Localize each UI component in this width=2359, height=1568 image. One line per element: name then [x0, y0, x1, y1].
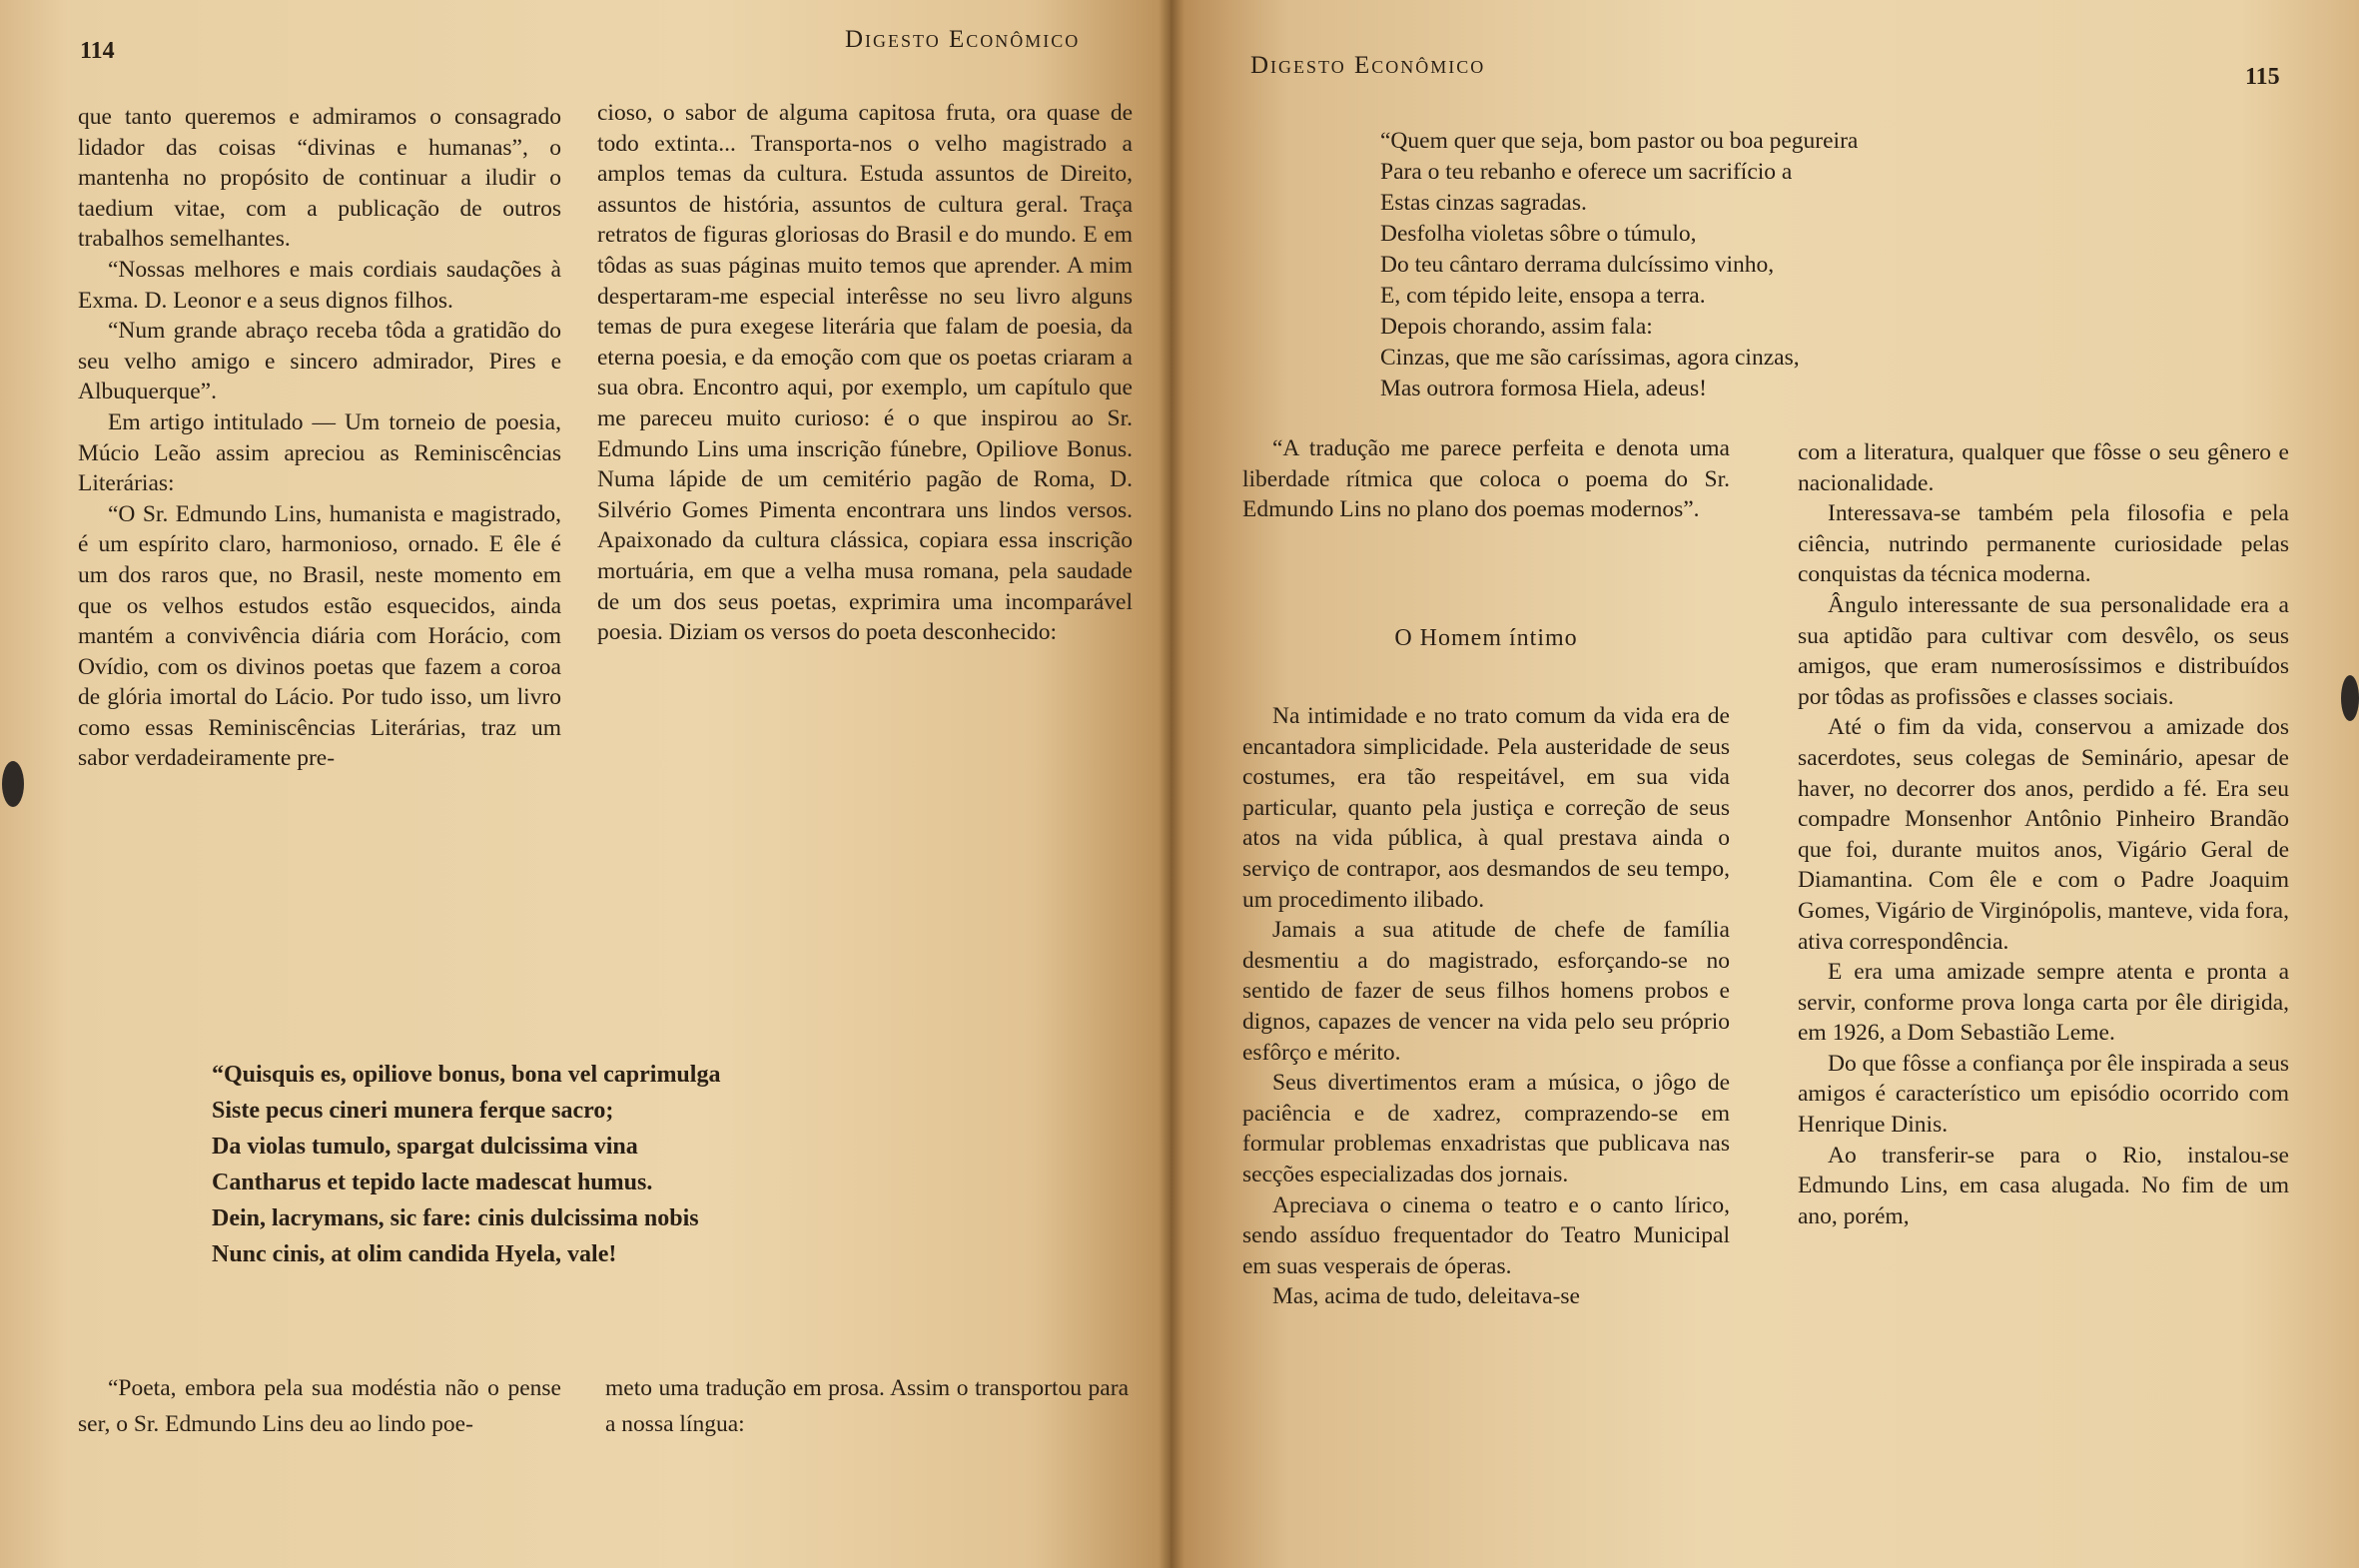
translation-poem	[1380, 126, 2139, 404]
paragraph: Do que fôsse a confiança por êle inspirada a seus amigos é característico um episódio ocorrido com Henrique Dinis.	[1798, 1050, 2289, 1139]
poem-line: Do teu cântaro derrama dulcíssimo vinho,	[1380, 252, 1775, 278]
paragraph: “Num grande abraço receba tôda a gratidão do seu velho amigo e sincero admirador, Pires e Albuquerque”.	[78, 318, 561, 405]
left-bottom-column-1	[78, 1370, 561, 1442]
right-running-head: Digesto Econômico	[1250, 52, 1486, 79]
paragraph: Mas, acima de tudo, deleitava-se	[1272, 1283, 1580, 1310]
paragraph: com a literatura, qualquer que fôsse o seu gênero e nacionalidade.	[1798, 439, 2289, 496]
paragraph: “Nossas melhores e mais cordiais saudações à Exma. D. Leonor e a seus dignos filhos.	[78, 256, 561, 314]
poem-line: “Quisquis es, opiliove bonus, bona vel caprimulga	[212, 1062, 721, 1088]
paragraph: Ângulo interessante de sua personalidade era a sua aptidão para cultivar com desvêlo, os seus amigos, que eram numerosíssimos e distribuídos por tôdas as profissões e classes sociais.	[1798, 591, 2289, 710]
poem-line: Cinzas, que me são caríssimas, agora cinzas,	[1380, 345, 1800, 371]
paragraph: Seus divertimentos eram a música, o jôgo de paciência e de xadrez, comprazendo-se em formular problemas enxadristas que publicava nas secções especializadas dos jornais.	[1242, 1070, 1730, 1187]
poem-line: “Quem quer que seja, bom pastor ou boa pegureira	[1380, 128, 1859, 154]
right-column-2	[1798, 437, 2289, 1231]
paragraph: que tanto queremos e admiramos o consagrado lidador das coisas “divinas e humanas”, o mantenha no propósito de continuar a iludir o taedium vitae, com a publicação de outros trabalhos semelhantes.	[78, 104, 561, 253]
left-running-head: Digesto Econômico	[845, 26, 1081, 53]
right-page-number: 115	[2245, 64, 2280, 90]
paragraph: E era uma amizade sempre atenta e pronta a servir, conforme prova longa carta por êle dirigida, em 1926, a Dom Sebastião Leme.	[1798, 959, 2289, 1047]
poem-line: Siste pecus cineri munera ferque sacro;	[212, 1098, 614, 1124]
book-gutter	[1159, 0, 1184, 1568]
paragraph: Apreciava o cinema o teatro e o canto lírico, sendo assíduo frequentador do Teatro Municipal em suas vesperais de óperas.	[1242, 1191, 1730, 1279]
right-column-1	[1242, 701, 1730, 1312]
poem-line: Da violas tumulo, spargat dulcissima vina	[212, 1134, 638, 1160]
poem-line: Nunc cinis, at olim candida Hyela, vale!	[212, 1241, 617, 1267]
left-column-2	[597, 98, 1133, 648]
poem-line: Mas outrora formosa Hiela, adeus!	[1380, 376, 1707, 401]
left-page-number: 114	[80, 38, 115, 64]
paragraph: Até o fim da vida, conservou a amizade dos sacerdotes, seus colegas de Seminário, apesar de haver, no decorrer dos anos, perdido a fé. Era seu compadre Monsenhor Antônio Pinheiro Brandão que foi, durante muitos anos, Vigário Geral de Diamantina. Com êle e com o Padre Joaquim Gomes, Vigário de Virginópolis, manteve, vida fora, ativa correspondência.	[1798, 714, 2289, 955]
poem-line: Cantharus et tepido lacte madescat humus.	[212, 1170, 653, 1195]
paragraph: “Poeta, embora pela sua modéstia não o pense ser, o Sr. Edmundo Lins deu ao lindo poe-	[78, 1375, 561, 1437]
poem-line: E, com tépido leite, ensopa a terra.	[1380, 283, 1706, 309]
right-column-1-top	[1242, 433, 1730, 525]
paragraph: cioso, o sabor de alguma capitosa fruta, ora quase de todo extinta... Transporta-nos o velho magistrado a amplos temas da cultura. Estuda assuntos de Direito, assuntos de história, assuntos de cultura geral. Traça retratos de figuras gloriosas do Brasil e do mundo. E em tôdas as suas páginas muito temos que aprender. A mim despertaram-me especial interêsse no seu livro alguns temas de pura exegese literária que falam de poesia, da eterna poesia, e da emoção com que os poetas criaram a sua obra. Encontro aqui, por exemplo, um capítulo que me pareceu muito curioso: é o que inspirou ao Sr. Edmundo Lins uma inscrição fúnebre, Opiliove Bonus. Numa lápide de um cemitério pagão de Roma, D. Silvério Gomes Pimenta encontrara uns lindos versos. Apaixonado da cultura clássica, copiara essa inscrição mortuária, em que a velha musa romana, pela saudade de um dos seus poetas, exprimira uma incomparável poesia. Diziam os versos do poeta desconhecido:	[597, 100, 1133, 646]
left-page	[0, 0, 1171, 1568]
paragraph: Na intimidade e no trato comum da vida era de encantadora simplicidade. Pela austeridade de seus costumes, era tão respeitável, em sua vida particular, quanto pela justiça e correção de seus atos na vida pública, à qual prestava ainda o serviço de contrapor, aos desmandos de seu tempo, um procedimento ilibado.	[1242, 703, 1730, 913]
binding-hole	[2341, 675, 2359, 721]
poem-line: Dein, lacrymans, sic fare: cinis dulcissima nobis	[212, 1205, 699, 1231]
paragraph: meto uma tradução em prosa. Assim o transportou para a nossa língua:	[605, 1375, 1129, 1437]
latin-inscription	[212, 1057, 1011, 1272]
paragraph: Em artigo intitulado — Um torneio de poesia, Múcio Leão assim apreciou as Reminiscências Literárias:	[78, 408, 561, 497]
left-column-1	[78, 102, 561, 774]
paragraph: Ao transferir-se para o Rio, instalou-se Edmundo Lins, em casa alugada. No fim de um ano, porém,	[1798, 1142, 2289, 1229]
poem-line: Depois chorando, assim fala:	[1380, 314, 1653, 340]
paragraph: Interessava-se também pela filosofia e pela ciência, nutrindo permanente curiosidade pelas conquistas da técnica moderna.	[1798, 500, 2289, 588]
paragraph: “O Sr. Edmundo Lins, humanista e magistrado, é um espírito claro, harmonioso, ornado. E êle é um dos raros que, no Brasil, neste momento em que os velhos estudos estão esquecidos, ainda mantém a convivência diária com Horácio, com Ovídio, com os divinos poetas que fazem a coroa de glória imortal do Lácio. Por tudo isso, um livro como essas Reminiscências Literárias, traz um sabor verdadeiramente pre-	[78, 500, 561, 772]
poem-line: Para o teu rebanho e oferece um sacrifício a	[1380, 159, 1793, 185]
right-page	[1171, 0, 2359, 1568]
paragraph: Jamais a sua atitude de chefe de família desmentiu a do magistrado, esforçando-se no sentido de fazer de seus filhos homens probos e dignos, capazes de vencer na vida pelo seu próprio esfôrço e mérito.	[1242, 917, 1730, 1066]
paragraph: “A tradução me parece perfeita e denota uma liberdade rítmica que coloca o poema do Sr. Edmundo Lins no plano dos poemas modernos”.	[1242, 435, 1730, 523]
poem-line: Desfolha violetas sôbre o túmulo,	[1380, 221, 1697, 247]
left-bottom-column-2	[605, 1370, 1129, 1442]
poem-line: Estas cinzas sagradas.	[1380, 190, 1587, 216]
section-title: O Homem íntimo	[1394, 625, 1578, 651]
binding-hole	[2, 761, 24, 807]
